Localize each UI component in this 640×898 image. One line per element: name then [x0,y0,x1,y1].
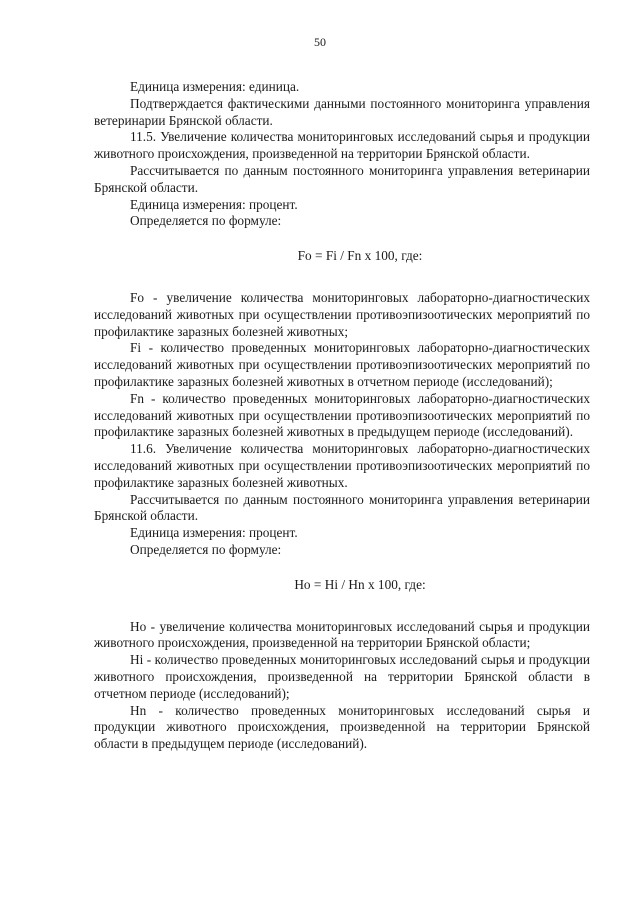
paragraph: Единица измерения: единица. [130,79,300,94]
paragraph: Единица измерения: процент. [130,196,298,212]
paragraph: Рассчитывается по данным постоянного мониторинга управления ветеринарии Брянской области. [94,491,590,524]
definition-fn: Fn - количество проведенных мониторинговых лабораторно-диагностических исследований животных при осуществлении противоэпизоотических мероприятий по профилактике заразных болезней животных в предыдущем периоде (исследований). [94,390,590,440]
formula-ho: Ho = Hi / Hn x 100, где: [294,576,426,592]
definition-hn: Hn - количество проведенных мониторинговых исследований сырья и продукции животного происхождения, произведенной на территории Брянской области в предыдущем периоде (исследований). [94,702,590,752]
paragraph: Определяется по формуле: [130,213,282,229]
formula-fo: Fo = Fi / Fn x 100, где: [297,248,423,264]
paragraph: Определяется по формуле: [130,541,282,557]
definition-hi: Hi - количество проведенных мониторинговых исследований сырья и продукции животного происхождения, произведенной на территории Брянской области в отчетном периоде (исследований); [94,652,590,701]
paragraph: Единица измерения: процент. [130,525,298,541]
paragraph: Подтверждается фактическими данными постоянного мониторинга управления ветеринарии Брянской области. [94,95,590,128]
section-heading-11-6: 11.6. Увеличение количества мониторинговых лабораторно-диагностических исследований животных при осуществлении противоэпизоотических мероприятий по профилактике заразных болезней животных. [94,441,590,490]
definition-fi: Fi - количество проведенных мониторинговых лабораторно-диагностических исследований животных при осуществлении противоэпизоотических мероприятий по профилактике заразных болезней животных в отчетном периоде (исследований); [94,340,590,389]
section-heading-11-5: 11.5. Увеличение количества мониторинговых исследований сырья и продукции животного происхождения, произведенной на территории Брянской области. [94,129,590,162]
definition-fo: Fo - увеличение количества мониторинговых лабораторно-диагностических исследований животных при осуществлении противоэпизоотических мероприятий по профилактике заразных болезней животных; [94,289,590,339]
paragraph: Рассчитывается по данным постоянного мониторинга управления ветеринарии Брянской области. [94,162,590,195]
document-body [94,79,590,753]
definition-ho: Ho - увеличение количества мониторинговых исследований сырья и продукции животного происхождения, произведенной на территории Брянской области; [94,618,590,651]
page-number: 50 [314,35,326,49]
